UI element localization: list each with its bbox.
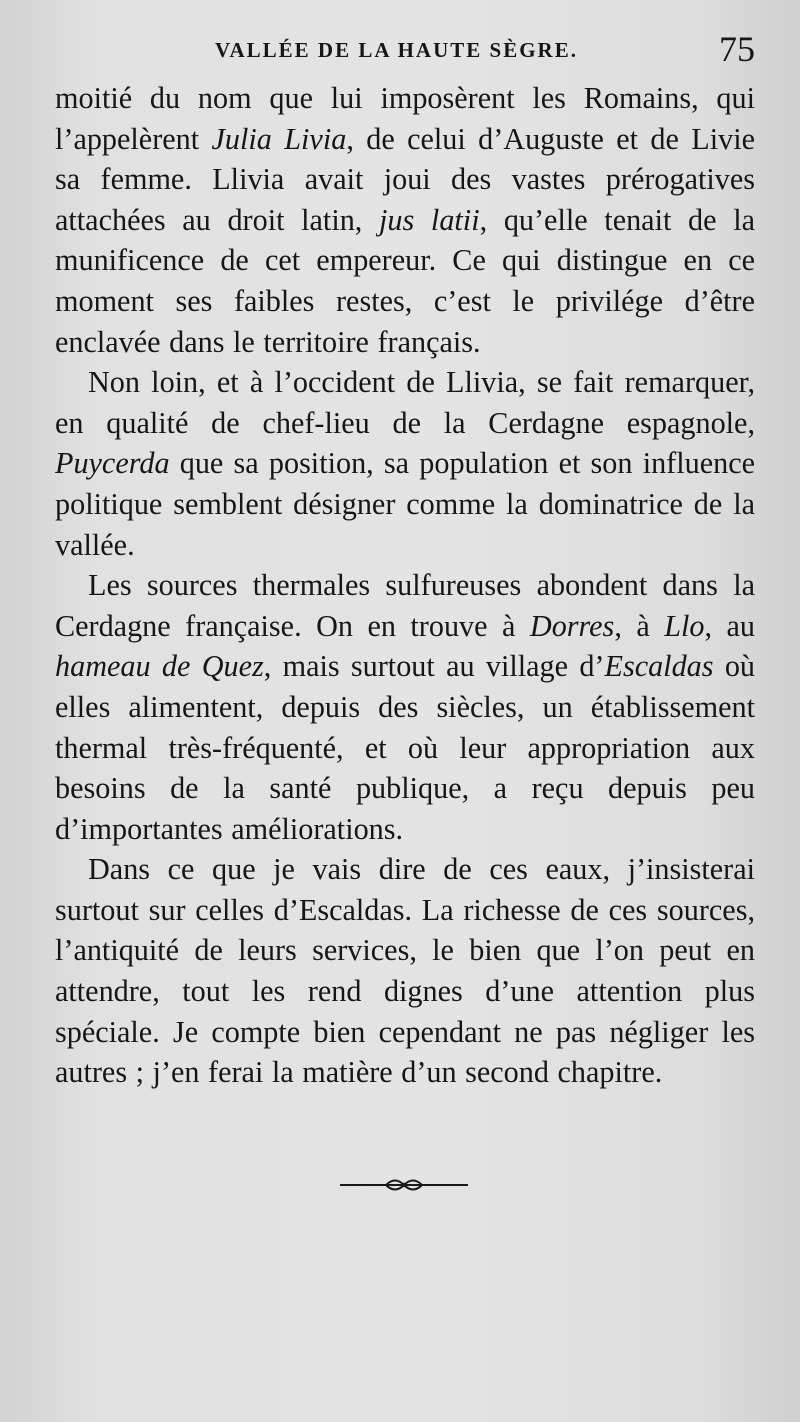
ornament-divider bbox=[340, 1175, 468, 1195]
running-head: VALLÉE DE LA HAUTE SÈGRE. bbox=[215, 38, 578, 62]
paragraph-2: Non loin, et à l’occident de Llivia, se fait remarquer, en qualité de chef-lieu de la Cerdagne espagnole, Puycerda que sa position, sa population et son influence politique semblent désigner comme la dominatrice de la vallée. bbox=[55, 365, 755, 562]
body-text bbox=[55, 78, 755, 1093]
paragraph-1: moitié du nom que lui imposèrent les Romains, qui l’appelèrent Julia Livia, de celui d’Auguste et de Livie sa femme. Llivia avait joui des vastes prérogatives attachées au droit latin, jus latii, qu’elle tenait de la munificence de cet empereur. Ce qui distingue en ce moment ses faibles restes, c’est le privilége d’être enclavée dans le territoire français. bbox=[55, 81, 755, 359]
page-header bbox=[55, 30, 755, 70]
paragraph-4: Dans ce que je vais dire de ces eaux, j’insisterai surtout sur celles d’Escaldas. La richesse de ces sources, l’antiquité de leurs services, le bien que l’on peut en attendre, tout les rend dignes d’une attention plus spéciale. Je compte bien cependant ne pas négliger les autres ; j’en ferai la matière d’un second chapitre. bbox=[55, 852, 755, 1090]
page-number: 75 bbox=[719, 29, 755, 69]
paragraph-3: Les sources thermales sulfureuses abondent dans la Cerdagne française. On en trouve à Dorres, à Llo, au hameau de Quez, mais surtout au village d’Escaldas où elles alimentent, depuis des siècles, un établissement thermal très-fréquenté, et où leur appropriation aux besoins de la santé publique, a reçu depuis peu d’importantes améliorations. bbox=[55, 568, 756, 846]
